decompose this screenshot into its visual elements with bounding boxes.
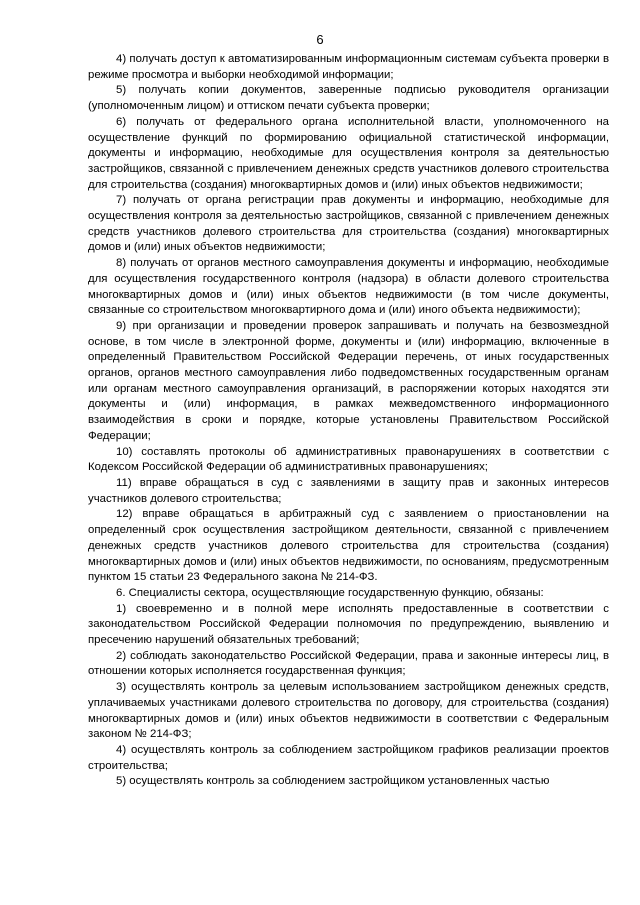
obligation-5-requirements-control: 5) осуществлять контроль за соблюдением застройщиком установленных частью [116,775,550,788]
paragraph-10-protocols: 10) составлять протоколы об административных правонарушениях в соответствии с Кодексом Российской Федерации об административных правонарушениях; [88,445,609,474]
document-body [88,52,609,790]
obligation-2-legislation: 2) соблюдать законодательство Российской Федерации, права и законные интересы лиц, в отношении которых исполняется государственная функция; [88,649,609,678]
page-number: 6 [316,32,324,47]
paragraph-9-inspection-requests: 9) при организации и проведении проверок запрашивать и получать на безвозмездной основе, в том числе в электронной форме, документы и (или) информацию, включенные в определенный Правительством Российской Федерации перечень, от иных государственных органов, органов местного самоуправления либо подведомственных государственным органам или органам местного самоуправления организаций, в распоряжении которых находятся эти документы и (или) информация, в рамках межведомственного информационного взаимодействия в сроки и порядке, которые установлены Правительством Российской Федерации; [88,319,609,442]
section-6-obligations-heading: 6. Специалисты сектора, осуществляющие государственную функцию, обязаны: [116,586,544,599]
paragraph-4-access-systems: 4) получать доступ к автоматизированным информационным системам субъекта проверки в режиме просмотра и выборки необходимой информации; [88,53,609,81]
paragraph-7-registration-info: 7) получать от органа регистрации прав документы и информацию, необходимые для осуществления контроля за деятельностью застройщиков, связанной с привлечением денежных средств участников долевого строительства для строительства (создания) многоквартирных домов и (или) иных объектов недвижимости; [88,194,609,254]
obligation-1-powers: 1) своевременно и в полной мере исполнять предоставленные в соответствии с законодательством Российской Федерации полномочия по предупреждению, выявлению и пресечению нарушений обязательных требований; [88,602,609,647]
paragraph-5-document-copies: 5) получать копии документов, заверенные подписью руководителя организации (уполномоченным лицом) и оттиском печати субъекта проверки; [88,84,609,113]
paragraph-8-local-government-info: 8) получать от органов местного самоуправления документы и информацию, необходимые для осуществления государственного контроля (надзора) в области долевого строительства многоквартирных домов и (или) иных объектов недвижимости (в том числе документы, связанные со строительством многоквартирного дома и (или) иного объекта недвижимости); [88,257,609,317]
paragraph-12-arbitration-court: 12) вправе обращаться в арбитражный суд с заявлением о приостановлении на определенный срок осуществления застройщиком деятельности, связанной с привлечением денежных средств участников долевого строительства для строительства (создания) многоквартирных домов и (или) иных объектов недвижимости, по основаниям, предусмотренным пунктом 15 статьи 23 Федерального закона № 214-ФЗ. [88,508,609,584]
obligation-3-funds-control: 3) осуществлять контроль за целевым использованием застройщиком денежных средств, уплачиваемых участниками долевого строительства по договору, для строительства (создания) многоквартирных домов и (или) иных объектов недвижимости в соответствии с Федеральным законом № 214-ФЗ; [88,681,609,741]
paragraph-11-court-appeals: 11) вправе обращаться в суд с заявлениями в защиту прав и законных интересов участников долевого строительства; [88,476,609,505]
paragraph-6-statistics-info: 6) получать от федерального органа исполнительной власти, уполномоченного на осуществление функций по формированию официальной статистической информации, документы и информацию, необходимые для осуществления контроля за деятельностью застройщиков, связанной с привлечением денежных средств участников долевого строительства для строительства (создания) многоквартирных домов и (или) иных объектов недвижимости; [88,115,609,191]
obligation-4-schedules-control: 4) осуществлять контроль за соблюдением застройщиком графиков реализации проектов строительства; [88,743,609,772]
